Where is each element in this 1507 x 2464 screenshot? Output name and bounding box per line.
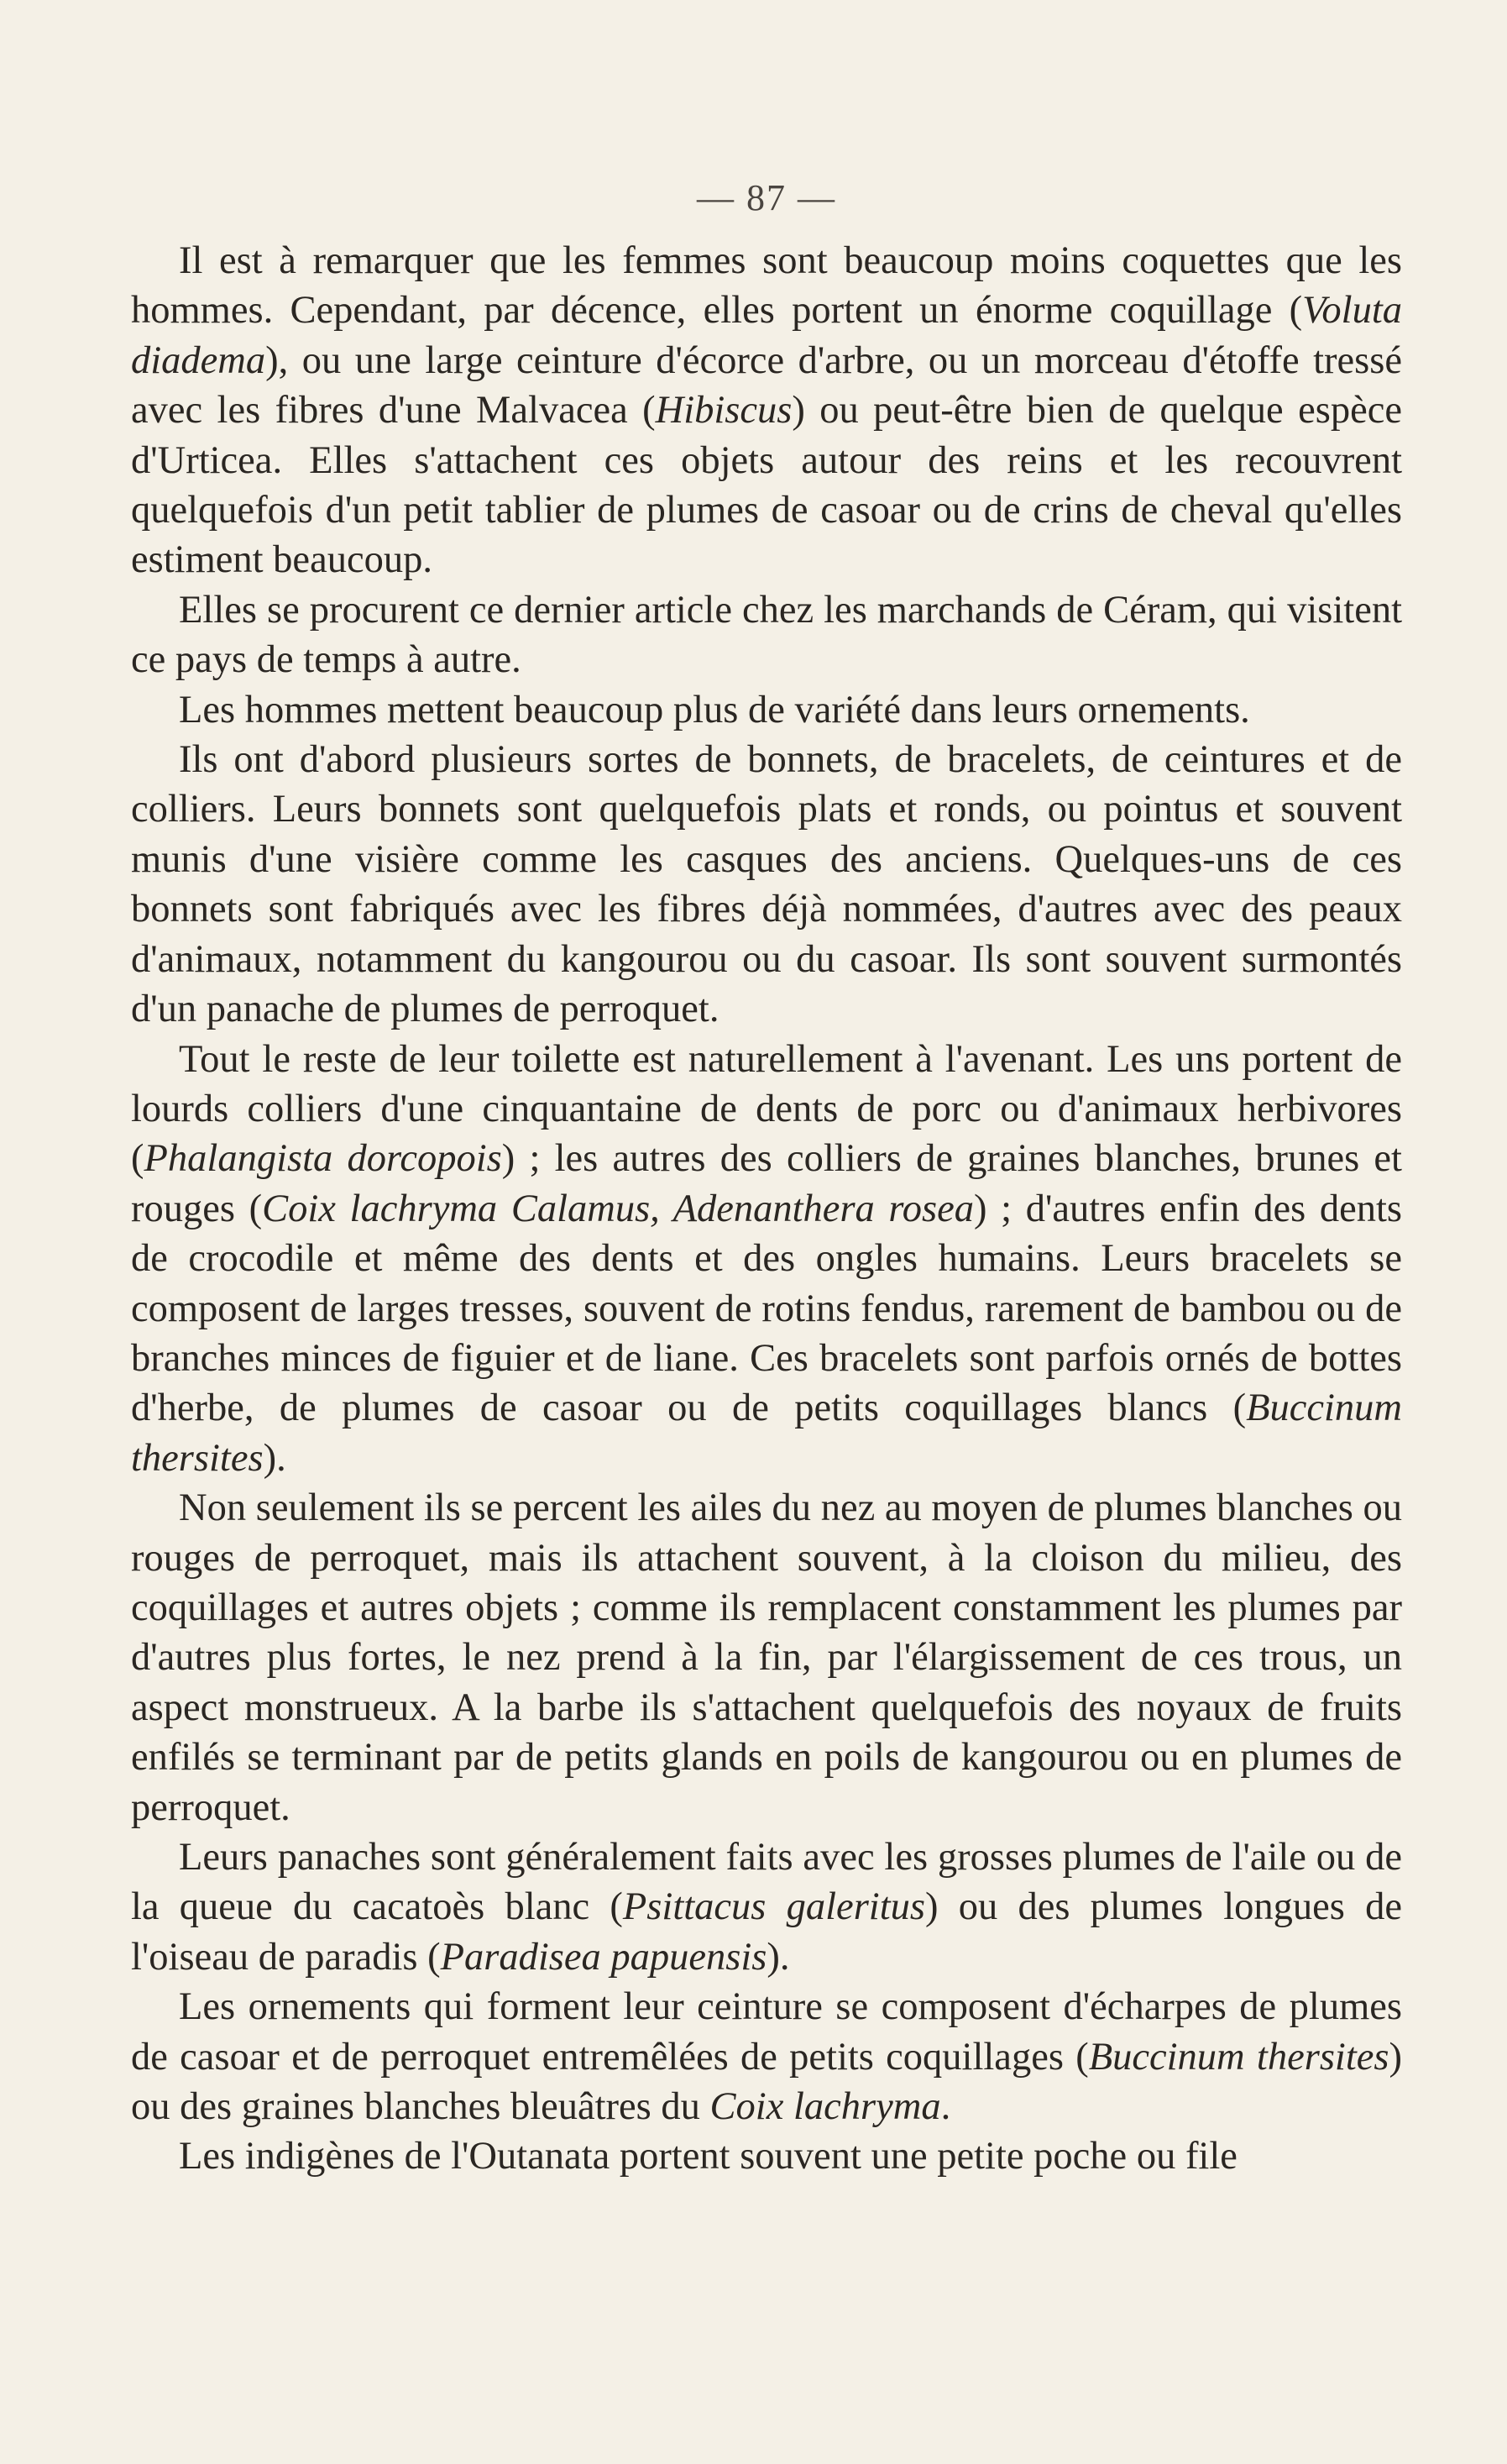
- italic-term: Voluta diadema: [131, 289, 1402, 382]
- italic-term: Buccinum thersites: [1088, 2035, 1389, 2079]
- paragraph: [131, 585, 1402, 685]
- text-run: Les indigènes de l'Outanata portent souvent une petite poche ou file: [179, 2135, 1238, 2178]
- italic-term: Paradisea papuensis: [440, 1935, 767, 1979]
- italic-term: Phalangista dorcopois: [144, 1137, 502, 1181]
- italic-term: Psittacus galeritus: [622, 1885, 925, 1929]
- text-run: ) ou peut-être bien de quelque espèce d'Urticea. Elles s'attachent ces objets autour des reins et les recouvrent quelquefois d'un petit tablier de plumes de casoar ou de crins de cheval qu'elles estiment beaucoup.: [131, 389, 1402, 582]
- paragraph: [131, 1982, 1402, 2131]
- italic-term: Hibiscus: [655, 389, 793, 433]
- paragraph: [131, 1483, 1402, 1832]
- text-run: Ils ont d'abord plusieurs sortes de bonnets, de bracelets, de ceintures et de colliers. Leurs bonnets sont quelquefois plats et ronds, ou pointus et souvent munis d'une visière comme les casques des anciens. Quelques-uns de ces bonnets sont fabriqués avec les fibres déjà nommées, d'autres avec des peaux d'animaux, notamment du kangourou ou du casoar. Ils sont souvent surmontés d'un panache de plumes de perroquet.: [131, 738, 1402, 1031]
- text-run: Les ornements qui forment leur ceinture se composent d'écharpes de plumes de casoar et de perroquet entremêlées de petits coquillages (: [131, 1985, 1402, 2079]
- paragraph: [131, 236, 1402, 585]
- paragraph: [131, 2131, 1402, 2181]
- text-run: ).: [263, 1436, 286, 1480]
- text-run: ) ou des plumes longues de l'oiseau de paradis (: [131, 1885, 1402, 1979]
- text-run: Leurs panaches sont généralement faits avec les grosses plumes de l'aile ou de la queue du cacatoès blanc (: [131, 1836, 1402, 1929]
- paragraph: [131, 685, 1402, 735]
- paragraph: [131, 1035, 1402, 1484]
- text-run: Tout le reste de leur toilette est naturellement à l'avenant. Les uns portent de lourds colliers d'une cinquantaine de dents de porc ou d'animaux herbivores (: [131, 1037, 1402, 1181]
- text-run: Les hommes mettent beaucoup plus de variété dans leurs ornements.: [179, 688, 1250, 731]
- body-text: [131, 236, 1402, 2182]
- text-run: ) ou des graines blanches bleuâtres du: [131, 2035, 1402, 2129]
- text-run: ).: [767, 1935, 790, 1979]
- text-run: Non seulement ils se percent les ailes du nez au moyen de plumes blanches ou rouges de perroquet, mais ils attachent souvent, à la cloison du milieu, des coquillages et autres objets ; comme ils remplacent constamment les plumes par d'autres plus fortes, le nez prend à la fin, par l'élargissement de ces trous, un aspect monstrueux. A la barbe ils s'attachent quelquefois des noyaux de fruits enfilés se terminant par de petits glands en poils de kangourou ou en plumes de perroquet.: [131, 1486, 1402, 1829]
- text-run: ) ; les autres des colliers de graines blanches, brunes et rouges (: [131, 1137, 1402, 1230]
- text-run: ) ; d'autres enfin des dents de crocodile et même des dents et des ongles humains. Leurs bracelets se composent de larges tresses, souvent de rotins fendus, rarement de bambou ou de branches minces de figuier et de liane. Ces bracelets sont parfois ornés de bottes d'herbe, de plumes de casoar ou de petits coquillages blancs (: [131, 1187, 1402, 1430]
- book-page: [131, 172, 1402, 2182]
- paragraph: [131, 1832, 1402, 1982]
- italic-term: Coix lachryma: [709, 2085, 941, 2129]
- text-run: Elles se procurent ce dernier article chez les marchands de Céram, qui visitent ce pays de temps à autre.: [131, 588, 1402, 682]
- text-run: ), ou une large ceinture d'écorce d'arbre, ou un morceau d'étoffe tressé avec les fibres d'une Malvacea (: [131, 338, 1402, 433]
- italic-term: Buccinum thersites: [131, 1387, 1402, 1480]
- text-run: .: [940, 2085, 951, 2129]
- page-number: — 87 —: [697, 177, 836, 218]
- text-run: Il est à remarquer que les femmes sont beaucoup moins coquettes que les hommes. Cependant, par décence, elles portent un énorme coquillage (: [131, 239, 1402, 333]
- italic-term: Coix lachryma Calamus, Adenanthera rosea: [262, 1187, 975, 1230]
- paragraph: [131, 735, 1402, 1034]
